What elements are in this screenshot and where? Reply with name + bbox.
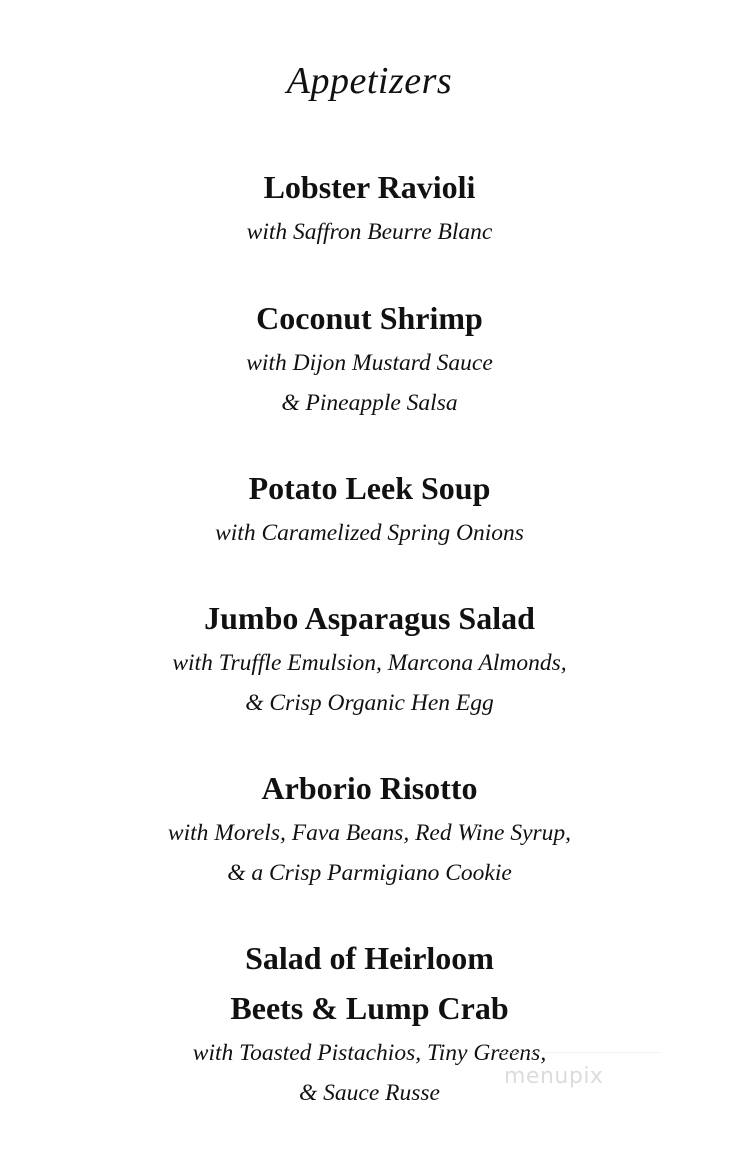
menu-item-description: with Morels, Fava Beans, Red Wine Syrup, — [167, 820, 572, 846]
menu-item-name: Coconut Shrimp — [256, 300, 483, 336]
menu-item-description: with Toasted Pistachios, Tiny Greens, — [192, 1040, 547, 1066]
menu-item-description: & a Crisp Parmigiano Cookie — [227, 860, 512, 886]
menu-item-potato-leek-soup — [0, 463, 739, 553]
menu-item-name: Salad of Heirloom — [245, 940, 494, 976]
menu-item-description: with Saffron Beurre Blanc — [246, 219, 493, 245]
menu-item-name: Beets & Lump Crab — [230, 990, 509, 1026]
menu-item-name: Potato Leek Soup — [248, 470, 491, 506]
menu-item-name: Lobster Ravioli — [263, 169, 476, 205]
menu-item-description: & Pineapple Salsa — [281, 390, 458, 416]
menu-item-description: with Caramelized Spring Onions — [215, 520, 524, 546]
menu-item-description: with Truffle Emulsion, Marcona Almonds, — [172, 650, 567, 676]
menu-item-jumbo-asparagus-salad — [0, 593, 739, 723]
menu-item-description: & Sauce Russe — [299, 1080, 440, 1106]
menu-item-arborio-risotto — [0, 763, 739, 893]
menu-item-lobster-ravioli — [0, 162, 739, 252]
menu-item-description: with Dijon Mustard Sauce — [246, 350, 493, 376]
section-title: Appetizers — [286, 60, 453, 102]
menu-item-coconut-shrimp — [0, 293, 739, 423]
menupix-watermark: menupix — [504, 1064, 604, 1089]
menu-item-description: & Crisp Organic Hen Egg — [245, 690, 494, 716]
watermark-divider — [500, 1052, 660, 1054]
menu-item-name: Jumbo Asparagus Salad — [204, 600, 535, 636]
menu-item-heirloom-beets-crab — [0, 933, 739, 1113]
menu-item-name: Arborio Risotto — [261, 770, 478, 806]
